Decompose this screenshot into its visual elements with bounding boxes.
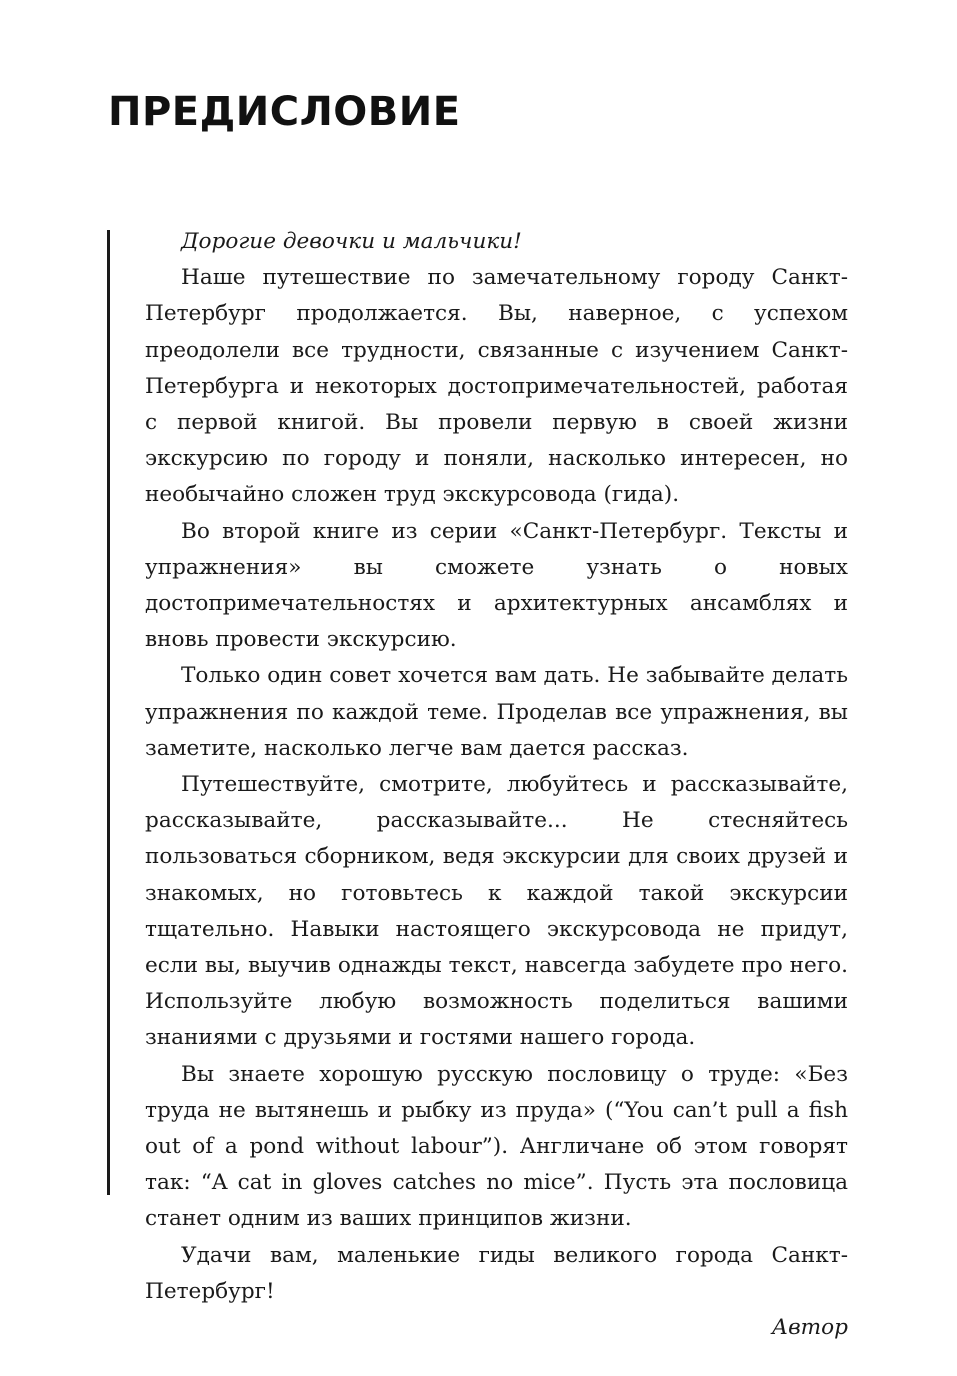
preface-body	[145, 224, 848, 1346]
page-title: ПРЕДИСЛОВИЕ	[108, 89, 461, 135]
paragraph-2: Во второй книге из серии «Санкт-Петербург. Тексты и упражнения» вы сможете узнать о новых достопримечательностях и архитектурных ансамблях и вновь провести экскурсию.	[145, 518, 848, 653]
greeting: Дорогие девочки и мальчики!	[181, 229, 522, 254]
signature: Автор	[771, 1315, 848, 1341]
paragraph-6: Удачи вам, маленькие гиды великого города Санкт-Петербург!	[145, 1242, 848, 1304]
paragraph-1: Наше путешествие по замечательному городу Санкт-Петербург продолжается. Вы, наверное, с успехом преодолели все трудности, связанные с изучением Санкт-Петербурга и некоторых достопримечательностей, работая с первой книгой. Вы провели первую в своей жизни экскурсию по городу и поняли, насколько интересен, но необычайно сложен труд экскурсовода (гида).	[145, 265, 848, 508]
paragraph-4: Путешествуйте, смотрите, любуйтесь и рассказывайте, рассказывайте, рассказывайте... Не стесняйтесь пользоваться сборником, ведя экскурсии для своих друзей и знакомых, но готовьтесь к каждой такой экскурсии тщательно. Навыки настоящего экскурсовода не придут, если вы, выучив однажды текст, навсегда забудете про него. Используйте любую возможность поделиться вашими знаниями с друзьями и гостями нашего города.	[145, 772, 848, 1051]
margin-rule	[107, 230, 110, 1195]
paragraph-3: Только один совет хочется вам дать. Не забывайте делать упражнения по каждой теме. Проделав все упражнения, вы заметите, насколько легче вам дается рассказ.	[145, 663, 848, 761]
paragraph-5: Вы знаете хорошую русскую пословицу о труде: «Без труда не вытянешь и рыбку из пруда» (“You can’t pull a fish out of a pond without labour”). Англичане об этом говорят так: “A cat in gloves catches no mice”. Пусть эта пословица станет одним из ваших принципов жизни.	[145, 1061, 848, 1232]
